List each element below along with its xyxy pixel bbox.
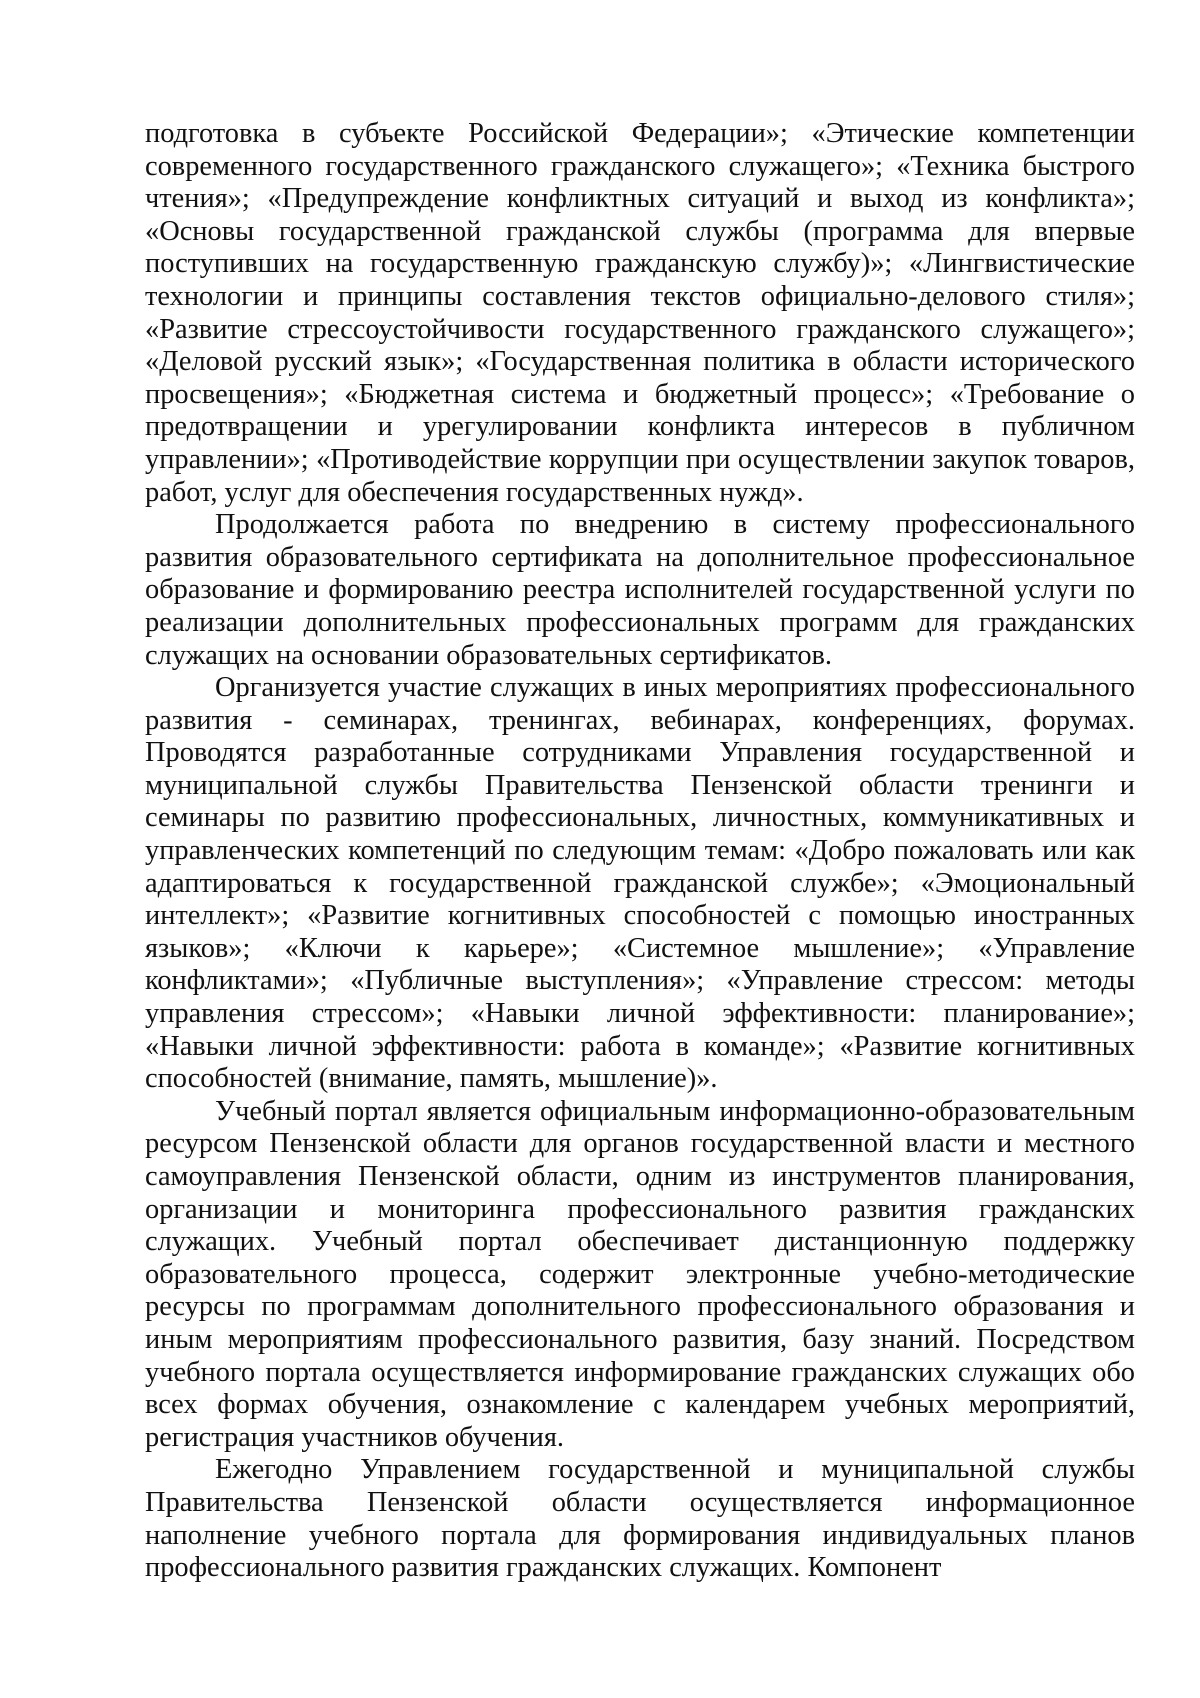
paragraph-professional-development-events: Организуется участие служащих в иных мероприятиях профессионального развития - семинарах, тренингах, вебинарах, конференциях, форумах. Проводятся разработанные сотрудниками Управления государственной и муниципальной службы Правительства Пензенской области тренинги и семинары по развитию профессиональных, личностных, коммуникативных и управленческих компетенций по следующим темам: «Добро пожаловать или как адаптироваться к государственной гражданской службе»; «Эмоциональный интеллект»; «Развитие когнитивных способностей с помощью иностранных языков»; «Ключи к карьере»; «Системное мышление»; «Управление конфликтами»; «Публичные выступления»; «Управление стрессом: методы управления стрессом»; «Навыки личной эффективности: планирование»; «Навыки личной эффективности: работа в команде»; «Развитие когнитивных способностей (внимание, память, мышление)».	[145, 672, 1135, 1095]
paragraph-learning-portal: Учебный портал является официальным информационно-образовательным ресурсом Пензенской области для органов государственной власти и местного самоуправления Пензенской области, одним из инструментов планирования, организации и мониторинга профессионального развития гражданских служащих. Учебный портал обеспечивает дистанционную поддержку образовательного процесса, содержит электронные учебно-методические ресурсы по программам дополнительного профессионального образования и иным мероприятиям профессионального развития, базу знаний. Посредством учебного портала осуществляется информирование гражданских служащих обо всех формах обучения, ознакомление с календарем учебных мероприятий, регистрация участников обучения.	[145, 1095, 1135, 1453]
paragraph-portal-content: Ежегодно Управлением государственной и муниципальной службы Правительства Пензенской области осуществляется информационное наполнение учебного портала для формирования индивидуальных планов профессионального развития гражданских служащих. Компонент	[145, 1454, 1135, 1584]
paragraph-education-certificate: Продолжается работа по внедрению в систему профессионального развития образовательного сертификата на дополнительное профессиональное образование и формированию реестра исполнителей государственной услуги по реализации дополнительных профессиональных программ для гражданских служащих на основании образовательных сертификатов.	[145, 509, 1135, 671]
paragraph-topics-list: подготовка в субъекте Российской Федерации»; «Этические компетенции современного государственного гражданского служащего»; «Техника быстрого чтения»; «Предупреждение конфликтных ситуаций и выход из конфликта»; «Основы государственной гражданской службы (программа для впервые поступивших на государственную гражданскую службу)»; «Лингвистические технологии и принципы составления текстов официально-делового стиля»; «Развитие стрессоустойчивости государственного гражданского служащего»; «Деловой русский язык»; «Государственная политика в области исторического просвещения»; «Бюджетная система и бюджетный процесс»; «Требование о предотвращении и урегулировании конфликта интересов в публичном управлении»; «Противодействие коррупции при осуществлении закупок товаров, работ, услуг для обеспечения государственных нужд».	[145, 118, 1135, 508]
document-page	[145, 118, 1135, 1585]
